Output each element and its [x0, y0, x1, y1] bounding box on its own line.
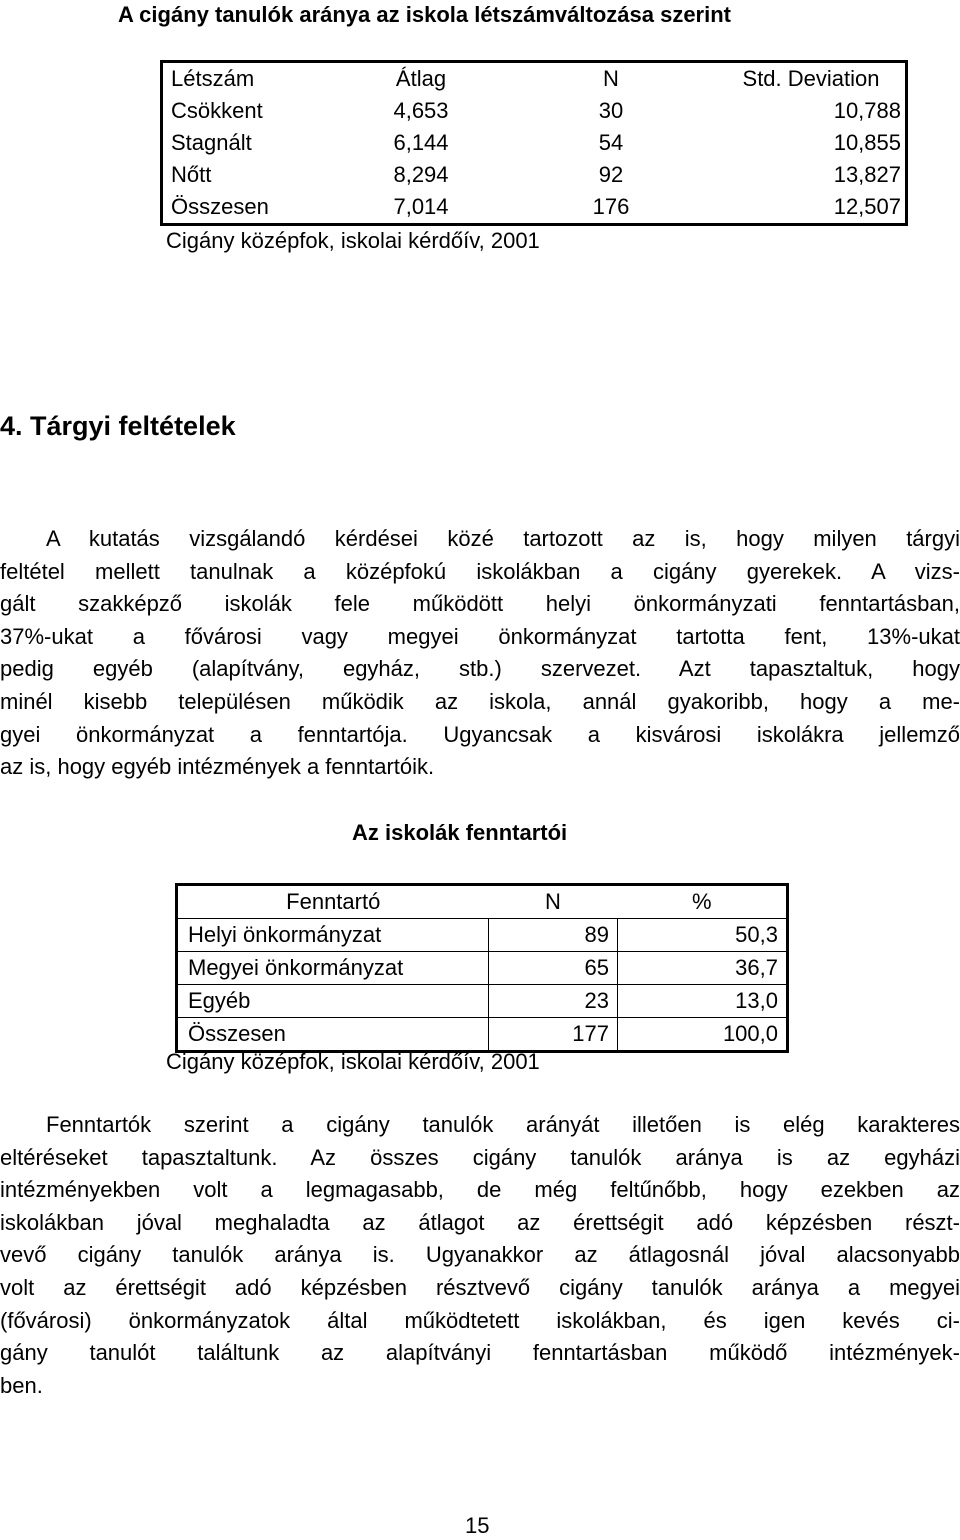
- table-cell: 30: [598, 98, 624, 123]
- section-heading: 4. Tárgyi feltételek: [0, 411, 236, 441]
- table-header-row: [162, 62, 907, 96]
- table-cell: Összesen: [177, 1018, 489, 1052]
- table-row: [162, 159, 907, 191]
- header-cell: Fenntartó: [177, 885, 489, 919]
- paragraph-line: gyei önkormányzat a fenntartója. Ugyancsak a kisvárosi iskolákra jellemző: [0, 721, 960, 747]
- maintainers-table: [175, 883, 789, 1053]
- header-cell: N: [603, 66, 619, 91]
- header-cell: Std. Deviation: [742, 66, 880, 91]
- header-cell: N: [489, 885, 618, 919]
- table-row: [162, 191, 907, 225]
- table2-source-note: Cigány középfok, iskolai kérdőív, 2001: [166, 1049, 540, 1074]
- header-cell: Átlag: [395, 66, 447, 91]
- header-cell: %: [618, 885, 788, 919]
- paragraph-line: Fenntartók szerint a cigány tanulók arányát illetően is elég karakteres: [46, 1112, 960, 1137]
- table-cell: 12,507: [833, 194, 901, 219]
- table-cell: 54: [598, 130, 624, 155]
- table1-source-note: Cigány középfok, iskolai kérdőív, 2001: [166, 228, 540, 253]
- paragraph-line: az is, hogy egyéb intézmények a fenntartóik.: [0, 754, 435, 780]
- header-cell: Létszám: [171, 66, 255, 91]
- paragraph-line: gált szakképző iskolák fele működött helyi önkormányzati fenntartásban,: [0, 591, 960, 617]
- table-row: [177, 919, 788, 952]
- paragraph-line: intézményekben volt a legmagasabb, de még feltűnőbb, hogy ezekben az: [0, 1177, 960, 1203]
- table1-title: A cigány tanulók aránya az iskola létszámváltozása szerint: [118, 2, 731, 27]
- paragraph-line: eltéréseket tapasztaltunk. Az összes cigány tanulók aránya is az egyházi: [0, 1144, 960, 1170]
- table-cell: 13,0: [618, 985, 788, 1018]
- table2-title: Az iskolák fenntartói: [352, 820, 568, 845]
- paragraph-line: iskolákban jóval meghaladta az átlagot az érettségit adó képzésben részt-: [0, 1209, 960, 1235]
- table-row: [162, 95, 907, 127]
- table-cell: 8,294: [393, 162, 449, 187]
- table-cell: Összesen: [171, 194, 269, 219]
- paragraph-line: A kutatás vizsgálandó kérdései közé tartozott az is, hogy milyen tárgyi: [46, 526, 960, 551]
- table-cell: Csökkent: [171, 98, 263, 123]
- table-cell: Stagnált: [171, 130, 252, 155]
- paragraph-line: vevő cigány tanulók aránya is. Ugyanakkor az átlagosnál jóval alacsonyabb: [0, 1242, 960, 1268]
- table-cell: 50,3: [618, 919, 788, 952]
- paragraph-line: volt az érettségit adó képzésben résztvevő cigány tanulók aránya a megyei: [0, 1274, 960, 1300]
- body-paragraph-1: [0, 523, 960, 784]
- table-cell: 177: [489, 1018, 618, 1052]
- table-cell: 176: [592, 194, 630, 219]
- table-cell: 6,144: [393, 130, 449, 155]
- table-row: [162, 127, 907, 159]
- table-cell: 13,827: [833, 162, 901, 187]
- paragraph-line: feltétel mellett tanulnak a középfokú iskolákban a cigány gyerekek. A vizs-: [0, 558, 960, 584]
- table-cell: 7,014: [393, 194, 449, 219]
- table-cell: 23: [489, 985, 618, 1018]
- page-number: 15: [465, 1513, 490, 1538]
- table-row: [177, 952, 788, 985]
- paragraph-line: (fővárosi) önkormányzatok által működtetett iskolákban, és igen kevés ci-: [0, 1307, 960, 1333]
- table-header-row: [177, 885, 788, 919]
- table-cell: Nőtt: [171, 162, 212, 187]
- body-paragraph-2: [0, 1109, 960, 1402]
- stats-table: [160, 60, 908, 226]
- table-cell: 92: [598, 162, 624, 187]
- paragraph-line: pedig egyéb (alapítvány, egyház, stb.) szervezet. Azt tapasztaltuk, hogy: [0, 656, 960, 682]
- paragraph-line: gány tanulót találtunk az alapítványi fenntartásban működő intézmények-: [0, 1340, 960, 1366]
- table-cell: 65: [489, 952, 618, 985]
- table-cell: Helyi önkormányzat: [177, 919, 489, 952]
- paragraph-line: minél kisebb településen működik az iskola, annál gyakoribb, hogy a me-: [0, 688, 960, 714]
- table-cell: 89: [489, 919, 618, 952]
- table-cell: Egyéb: [177, 985, 489, 1018]
- table-cell: 10,855: [833, 130, 901, 155]
- table-cell: 4,653: [393, 98, 449, 123]
- table-row: [177, 985, 788, 1018]
- paragraph-line: ben.: [0, 1372, 43, 1398]
- table-cell: Megyei önkormányzat: [177, 952, 489, 985]
- table-cell: 100,0: [618, 1018, 788, 1052]
- table-cell: 36,7: [618, 952, 788, 985]
- table-cell: 10,788: [833, 98, 901, 123]
- paragraph-line: 37%-ukat a fővárosi vagy megyei önkormányzat tartotta fent, 13%-ukat: [0, 623, 960, 649]
